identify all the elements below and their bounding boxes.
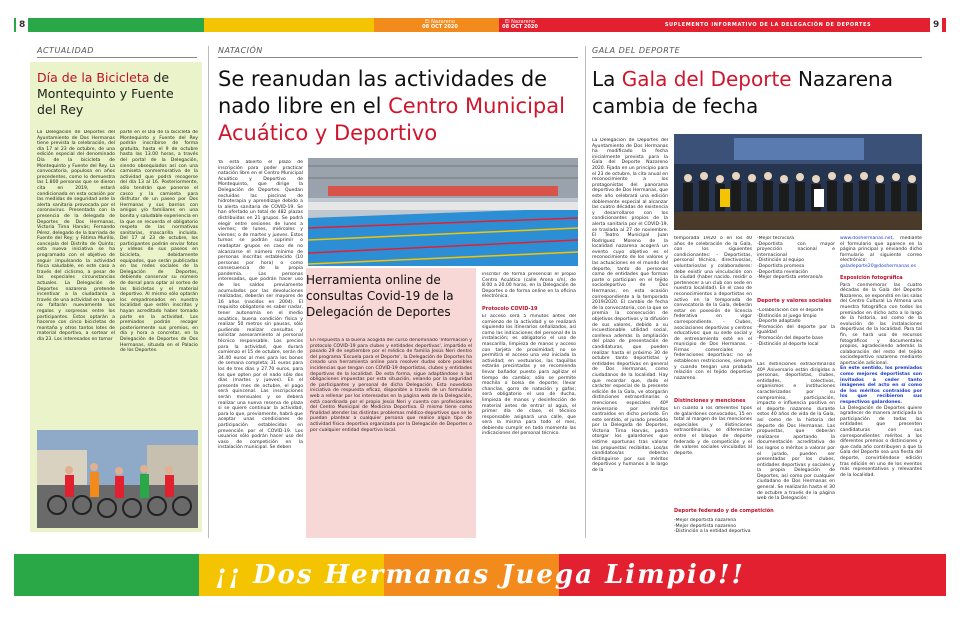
- exposition-heading: Exposición fotográfica: [840, 274, 903, 281]
- section-actualidad: ACTUALIDAD: [37, 46, 94, 55]
- federated-list: -Mejor deportista nazarena -Mejor deportista nazareno -Distinción a la entidad deportiva: [674, 518, 751, 535]
- right-page-number: 9: [930, 18, 942, 32]
- gala-article-col1: La Delegación de Deportes del Ayuntamiento de Dos Hermanas ha modificado la fecha inicialmente prevista para la Gala del Deporte Nazareno 2020. Fijada en un principio para el 23 de octubre, la cita anual en reconocimiento a los protagonistas del panorama deportivo de Dos Hermanas, que este año celebrará una edición doblemente especial al alcanzar las cuatro décadas de existencia y desarrollarse con los condicionantes propios de la alerta sanitaria por el COVID-19, se traslada al 27 de noviembre. El Teatro Municipal Juan Rodríguez Moreno de la localidad nazarena acogerá un evento cuyo objetivo es el reconocimiento de los valores y las actuaciones en el mundo del deporte, tanto de personas como de entidades que forman parte o participan en el tejido sociodeportivo de Dos Hermanas, en esta ocasión correspondiente a la temporada 2019/2020. El cambio de fecha de la convocatoria, con la que se premia la consecución de objetivos deportivos y la difusión de sus valores, debido a su incuestionable utilidad social, conlleva además la ampliación del plazo de presentación de candidaturas, que pueden realizar hasta el próximo 30 de octubre tanto deportistas y entidades deportivas en general de Dos Hermanas, como ciudadanos de la localidad. Hay que recordar que, dado el carácter especial de la presente edición de la Gala, ve otorgarán distinciones extraordinarias o menciones especiales 40º aniversario por méritos contraídos en dicho periodo. En este sentido, el jurado presidido por la Delegada de Deportes, Victoria Tirna Harvás, podrá otorgar los galardones que estime oportunas tras valorar las propuestas recibidas. Los/as candidatos/as deberán distinguirse por sus méritos deportivos y humanos a lo largo de la: [592, 138, 668, 474]
- swim-article-col1: Ya está abierto el plazo de inscripción para poder practicar natación libre en el Centro Municipal Acuático y Deportivo de Montequinto, que dirige la Delegación de Deportes. Quedan excluidas las piscinas de hidroterapia y aprendizaje debido a la alerta sanitaria de COVID-19. Se han ofertado un total de 482 plazas distribuidas en 21 grupos. Se podrá elegir entre sesiones de lunes a viernes; de lunes, miércoles y viernes; o de martes y jueves. Estos turnos se podrán suprimir o readaptar grupos en caso de no alcanzarse el número mínimo de personas inscritas establecido (10 personas por hora) o como consecuencia de la propia pandemia. Las personas interesadas, que podrán hacer uso de los saldos previamente acumulados por las devoluciones realizadas, deberán ser mayores de 16 años (nacidos en 2004). El requisito obligatorio es saber nadar, tener autonomía en el medio acuático, buena condición física y realizar 50 metros sin pausas, sólo pudiendo realizar consultas y solicitar asesoramiento al personal técnico responsable. Los precios para la actividad, que durará comienzo el 15 de octubre, serán de 34.40 euros al mes para los bonos de semana completa; 31 euros para los de tres días y 27.70 euros, para los que opten por el nado sólo dos días (martes y jueves). En el presente mes de octubre, el pago será quincenal. Las inscripciones serán mensuales y se deberá realizar una nueva reserva de plaza si se quiere continuar la actividad, para lo que, previamente, habrá que aceptar unas condiciones de participación establecidas en prevención por el COVID-19. Los usuarios sólo podrán hacer uso del vaso de competición en la instalación municipal. Se deben: [218, 160, 303, 451]
- gala-article-col2: temporada 19/20 o en los 40 años de celebración de la Gala, con los siguientes condicionantes: - Deportistas, personal técnico, directivos/as, voluntarios/as y colaboradores: debe existir una vinculación con la ciudad (haber nacido, residir o pertenecer a un club con sede en nuestra localidad). En el caso de reconocimientos a deportistas en activo en la temporada de convocatoria de la Gala, deberán estar en posesión de licencia federativa en vigor correspondiente. - Clubes, asociaciones deportivas y centros educativos: que su sede social y de entrenamiento esté en el municipio de Dos Hermanas. - Firmas comerciales y federaciones deportivas: no se establecen restricciones, siempre y cuando tengan una probada relación con el tejido deportivo nazareno.: [674, 236, 752, 381]
- gala-email-link[interactable]: galadeporte20@doshermanas.es: [840, 263, 917, 269]
- bike-article-title: Día de la Bicicleta de Montequinto y Fuente del Rey: [37, 70, 174, 117]
- section-gala: GALA DEL DEPORTE: [592, 46, 681, 55]
- gala-col4: www.doshermanas.net, mediante el formulario que aparece en la página principal y enviando dicho formulario al siguiente correo electrónico: galadeporte20@doshermanas.es Exposición fotográfica Para conmemorar las cuatro décadas de la Gala del Deporte Nazareno, se expondrá en las salas del Centro Cultural La Almona una muestra fotográfica con todos los premiados en dicho acto a lo largo de la historia, así como de la evolución de las instalaciones deportivas de la localidad. Para tal fin, se hará uso de recursos fotográficos y documentales propios, agradeciendo además la colaboración del resto del tejido sociodeportivo nazareno mediante aportación adicional. En este sentido, los premiados como mejores deportistas son invitados a ceder tanto imágenes del acto en sí como de los méritos contraídos por los que recibieron sus respectivos galardones. La Delegación de Deportes quiere agradecer de manera anticipada la participación de todas las entidades que presenten candidaturas con sus correspondientes méritos a los diferentes premios o distinciones y que cada año contribuyen a que la Gala del Deporte sea una fiesta del deporte, convirtiéndose edición tras edición en uno de los eventos más representativos y relevantes de la localidad.: [840, 236, 922, 478]
- swim-article-title: Se reanudan las actividades de nado libre en el Centro Municipal Acuático y Deportivo: [218, 67, 565, 145]
- tool-box-text: En respuesta a la buena acogida del curso denominado 'Información y protocolo COVID-19 para clubes y entidades deportivas', impartido el pasado 29 de septiembre por el médico de familia Jesús Neri dentro del programa 'Escuela para el Deporte', la Delegación de Deportes ha creado una herramienta online para resolver dudas sobre posibles incidencias que tengan con COVID-19 deportistas, clubes y entidades deportivas de la localidad. De esta forma, sigue adaptándose a las obligaciones impuestas por esta situación, velando por la seguridad de participantes y personal de dicha Delegación. Esta novedosa iniciativa de respuesta eficaz, disponible a través de un formulario web a rellenar por los interesados en la página web de la Delegación, está coordinada por el propio Jesús Neri y cuenta con profesionales del Centro Municipal de Medicina Deportiva. El mismo tiene como finalidad atender las distintas problemas médico-deportivos que se le puedan plantear a cualquier persona que realice algún tipo de actividad física deportiva organizada por la Delegación de Deportes o por cualquier entidad deportiva local.: [310, 338, 472, 433]
- protocol-heading: Protocolo COVID-19: [482, 306, 538, 312]
- supplement-label: SUPLEMENTO INFORMATIVO DE LA DELEGACIÓN DE DEPORTES: [664, 22, 872, 28]
- swim-article-col2: inscribir de forma presencial el propio Centro Acuático (calle Arona s/n), de 8.00 a 20.00 horas, en la Delegación de Deportes o de forma online en la oficina electrónica.: [482, 272, 576, 300]
- bike-photo: [37, 430, 198, 528]
- gala-photo: [674, 134, 922, 230]
- values-heading: Deporte y valores sociales: [757, 298, 832, 304]
- values-list: -Colaboración con el deporte -Distinción al juego limpio -Deporte adaptado -Promoción del deporte por la igualdad -Promoción del deporte base -Distinción al deporte local: [757, 308, 835, 347]
- gala-col3-list: -Mejor técnico/a -Deportista con mayor proyección nacional e internacional -Distinción al equipo -Deportista promesa -Deportista revelación -Mejor deportista veterano/a: [757, 236, 835, 281]
- gala-article-col2b: En cuanto a los diferentes tipos de galardones convocados, 15 en total al margen de las menciones especiales y distinciones extraordinarias, se diferencian entre el bloque de deporte federado y de competición y el de valores sociales vinculados al deporte.: [674, 406, 752, 456]
- tool-box-title: Herramienta online de consultas Covid-19 de la Delegación de Deportes: [306, 273, 454, 319]
- bike-article-col2: parte en el Día de la bicicleta de Montequinto y Fuente del Rey podrán inscribirse de forma gratuita, hasta el 9 de octubre hasta las 13.00 horas, a través del portal de la Delegación, siendo obsequiados así con una camiseta conmemorativa de la actividad que podrá recogerse del día 13 al 16. Posteriormente, sólo tendrán que ponerse el casco y la camiseta para disfrutar de un paseo por Dos Hermanas y sus barrios con amigos y/o familiares en una bonita y saludable experiencia en la que se recuerda el obligatorio respeto de las normativas sanitarias, mascarilla incluida. Del 17 al 23 de octubre, los participantes podrán enviar fotos y vídeos de sus paseos en bicicleta, debidamente equipados, que serán publicadas en las redes sociales de la Delegación de Deportes, debiendo conservar su número de dorsal para optar al sorteo de las bicicletas y el material deportivo. Al mismo sólo optarán los empadronados en nuestra localidad que estén inscritos y hayan acreditado haber tomado parte en la actividad. Los premiados podrán recoger posteriormente sus premios, en día y hora a concretar, en la Delegación de Deportes de Dos Hermanas, situada en el Palacio de los Deportes.: [120, 130, 198, 354]
- gala-website-link[interactable]: www.doshermanas.net: [840, 236, 893, 241]
- center-left-header: El Nazareno 08 OCT 2020: [422, 19, 458, 30]
- swim-article-col2b: El acceso será 5 minutos antes del comienzo de la actividad y se realizará siguiendo los itinerarios señalizados, así como las indicaciones del personal de la instalación; es obligatorio el uso de mascarilla, limpieza de manos y acceso con tarjeta de proximidad; no se permitirá el acceso una vez iniciada la actividad; en vestuarios, las taquillas estarán precintadas y se recomienda llevar bañador puesto para agilizar el tiempo de cambio; sólo se permite mochila o bolsa de deporte; llevar chanclas, gorro de natación y gafas; será obligatorio el uso de ducha, limpieza de manos y desinfección de material antes de entrar al agua, el primer día de clase, el técnico responsable asignará una calle, que será la misma para todo el mes, debiendo cumplir en todo momento las indicaciones del personal técnico.: [482, 314, 576, 437]
- pool-photo: [308, 158, 578, 266]
- distinctions-heading: Distinciones y menciones: [674, 398, 746, 404]
- bike-article-col1: La Delegación de Deportes del Ayuntamiento de Dos Hermanas tiene prevista la celebración, del día 17 al 23 de octubre, de una edición especial del denominado Día de la bicicleta de Montequinto y Fuente del Rey. La convocatoria, populosa en años precedentes, como lo demuestra las 1.800 personas que se dieron cita en 2019, estará condicionada en esta ocasión por las medidas de seguridad ante la alerta sanitaria provocada por el coronavirus. Presentada con la presencia de la delegada de Deportes de Dos Hermanas, Victoria Tirna Harvás; Fernando Pérez, delegado de la barriada de Fuente del Rey; y Fátima Murillo, concejala del Distrito de Quinto; esta nueva iniciativa se ha programado con el objetivo de seguir impulsando la actividad física saludable, en este caso a través del ciclismo, a pesar de las especiales circunstancias actuales. La Delegación de Deportes nazarena pretende incentivar a la ciudadanía a través de una actividad en la que no faltarán nuevamente los regalos y sorpresas entre los participantes. Estos optarán a hacerse con cinco bicicletas de montaña y otros tantos lotes de material deportivo, a sortear el día 23. Los interesados en tomar: [37, 130, 115, 342]
- section-natacion: NATACIÓN: [218, 46, 263, 55]
- slogan-text: ¡¡ Dos Hermanas Juega Limpio!!: [215, 560, 745, 590]
- left-page-number: 8: [16, 18, 28, 32]
- gala-col3-text: Las distinciones extraordinarias 40º Aniversario están dirigidas a personas, deportistas, clubes, entidades, colectivos, organismos e instituciones caracterizados por su compromiso, participación, impacto e influencia positiva en el deporte nazareno durante estos 40 años de vida de la Gala, así como de la historia del deporte de Dos Hermanas. Las propuestas, que deberán realizarse aportando la documentación acreditativa de los logros o méritos a valorar por el jurado, pueden ser presentadas por los clubes, entidades deportivas y sociales y la propia Delegación de Deportes, así como por cualquier ciudadano de Dos Hermanas en general. Se realizarán hasta el 30 de octubre a través de la página web de la Delegación:: [757, 362, 835, 502]
- center-right-header: El Nazareno 08 OCT 2020: [502, 19, 538, 30]
- federated-heading: Deporte federado y de competición: [674, 508, 774, 514]
- gala-article-title: La Gala del Deporte Nazarena cambia de fecha: [592, 67, 893, 118]
